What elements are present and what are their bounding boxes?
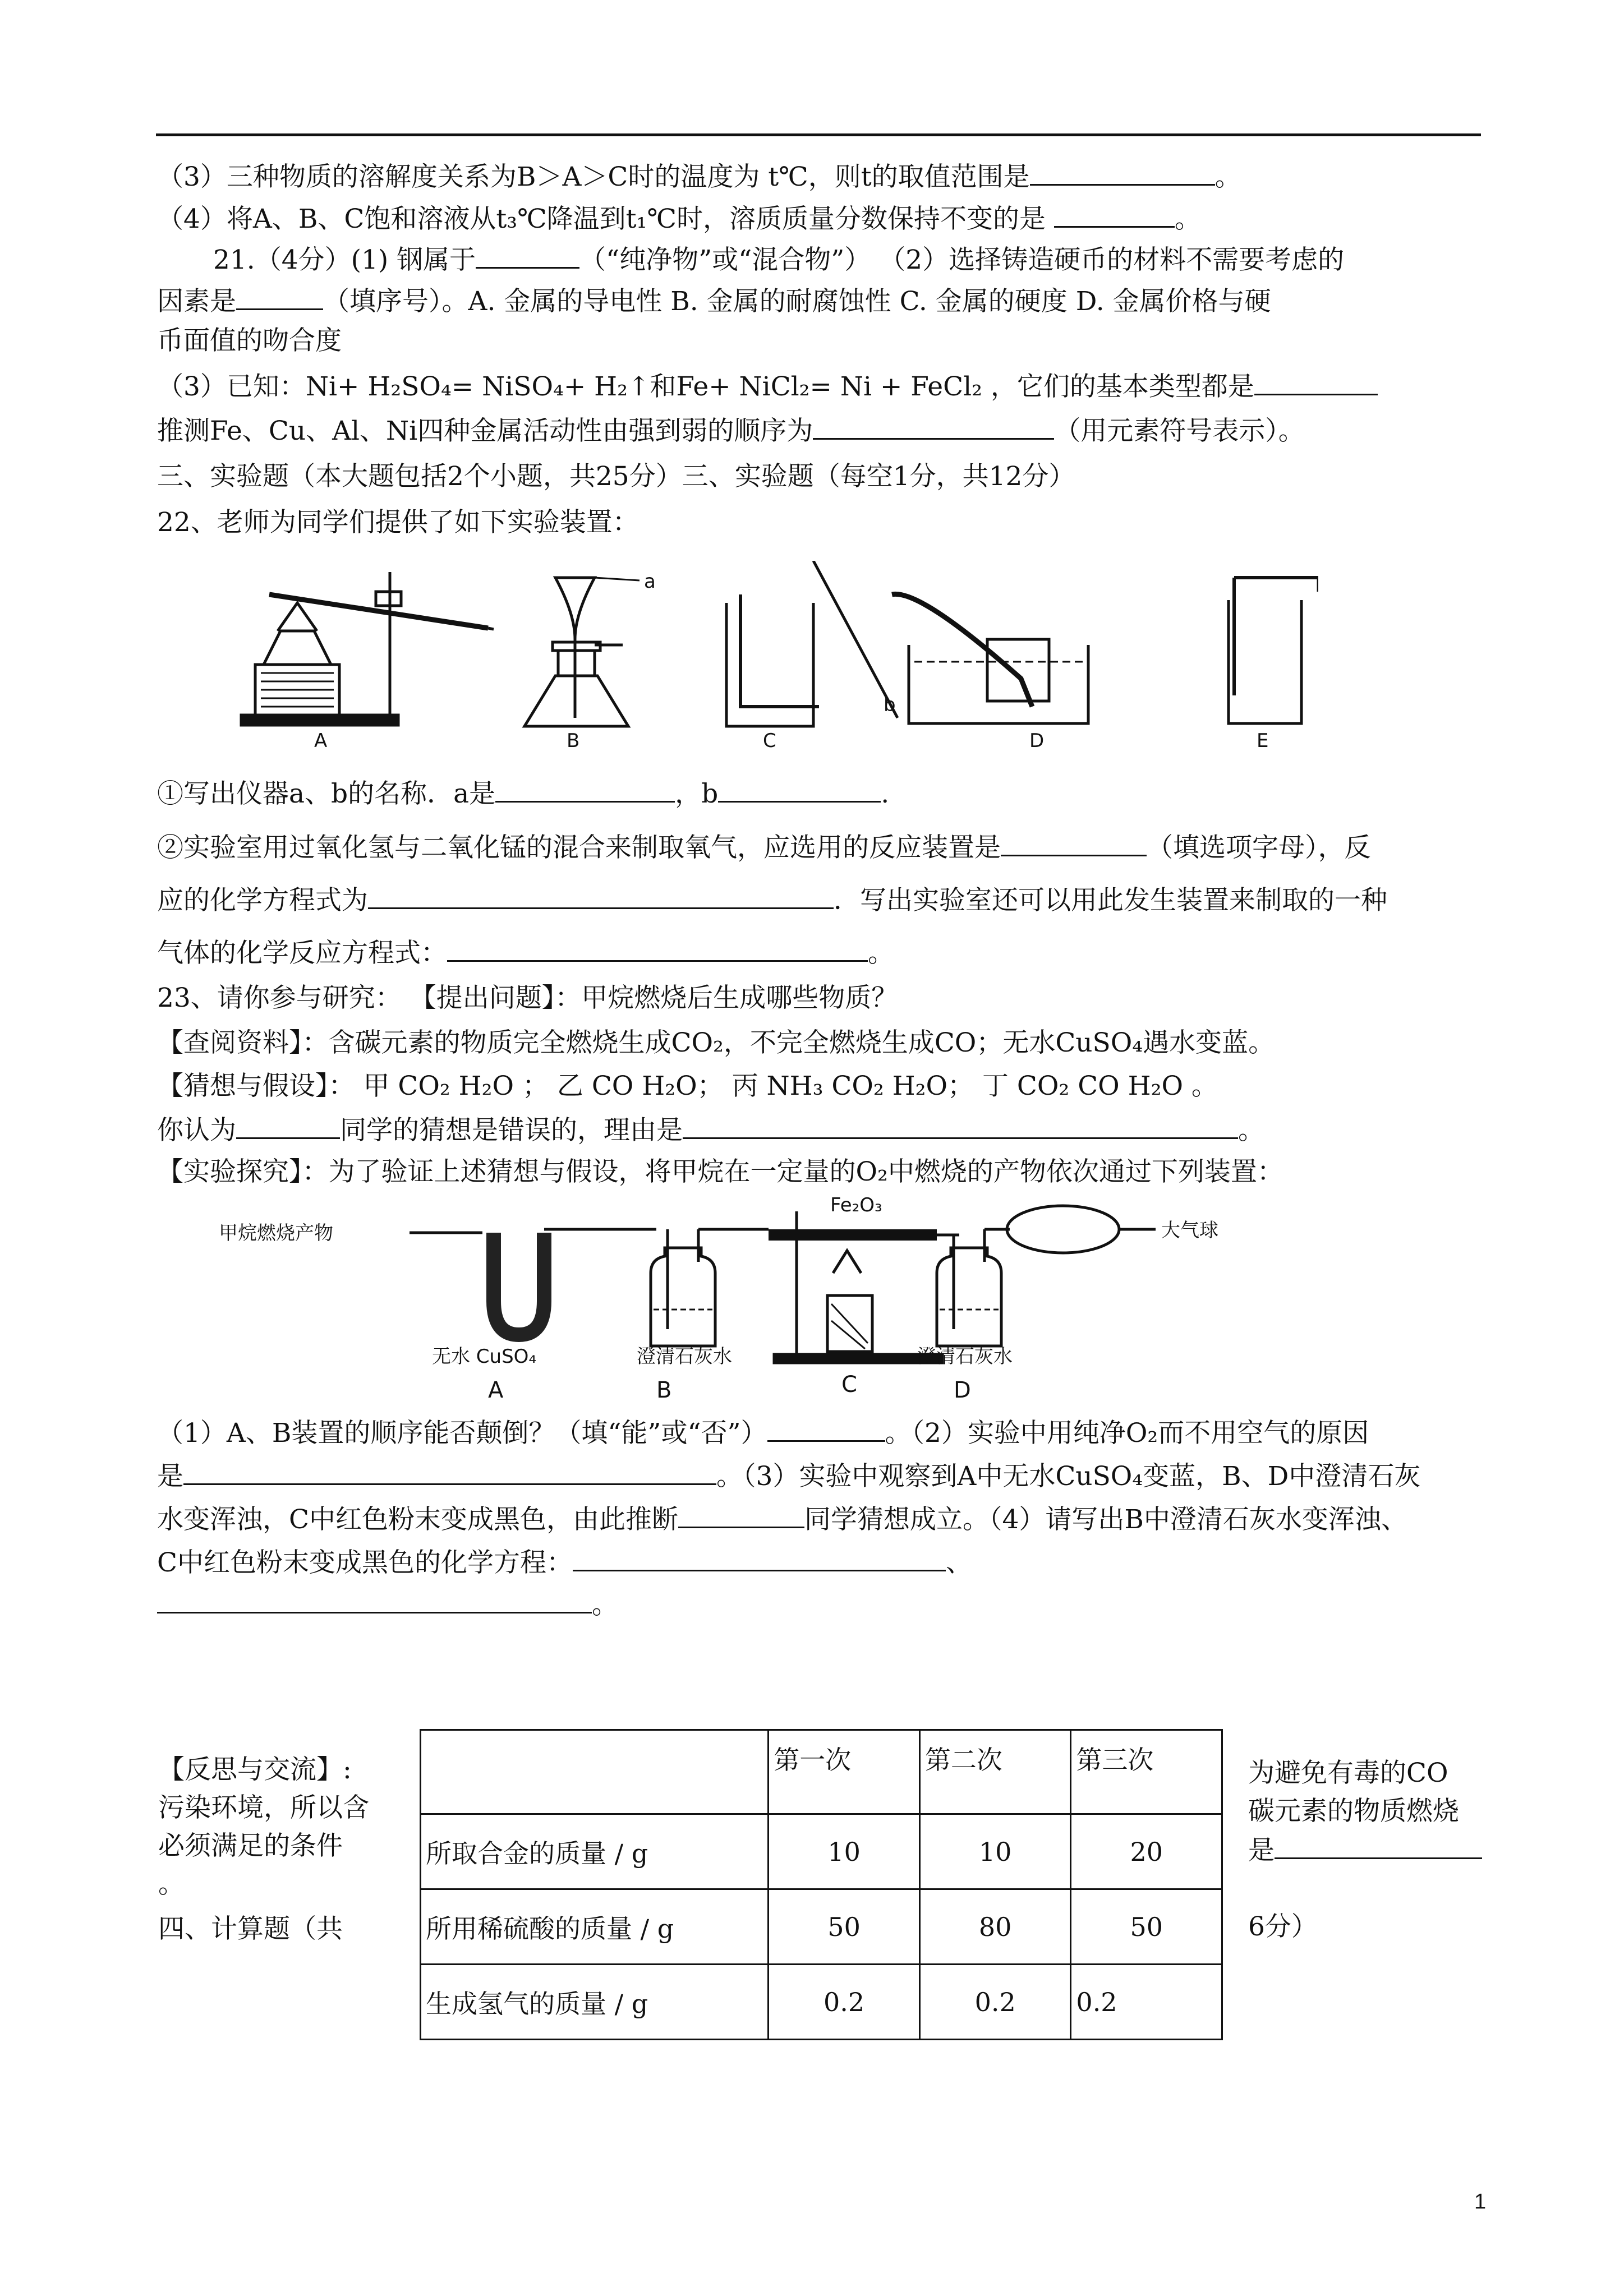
q23-question: 23、请你参与研究： 【提出问题】：甲烷燃烧后生成哪些物质？ [157, 983, 898, 1013]
table-header-row [421, 1730, 1222, 1814]
answer-blank[interactable] [1030, 157, 1215, 186]
fragment-line: 污染环境，所以含 [158, 1792, 369, 1823]
q22-intro: 22、老师为同学们提供了如下实验装置： [157, 507, 639, 538]
q23-part1: （1）A、B装置的顺序能否颠倒？（填“能”或“否”） 。（2）实验中用纯净O₂而不用空气的原因 [157, 1413, 1369, 1451]
answer-blank[interactable] [1275, 1831, 1482, 1859]
answer-blank[interactable] [183, 1456, 716, 1485]
q23-reference: 【查阅资料】：含碳元素的物质完全燃烧生成CO₂，不完全燃烧生成CO；无水CuSO₄遇水变蓝。 [157, 1027, 1275, 1058]
label-b: b [884, 694, 896, 716]
answer-blank[interactable] [718, 774, 881, 803]
table-header-cell: 第二次 [919, 1730, 1071, 1814]
answer-blank[interactable] [767, 1413, 885, 1442]
q21-line4: （3）已知：Ni+ H₂SO₄= NiSO₄+ H₂↑和Fe+ NiCl₂= Ni + FeCl₂ ，它们的基本类型都是 [157, 367, 1378, 405]
fig-limewater-d-label: 澄清石灰水 [917, 1345, 1013, 1368]
answer-blank[interactable] [678, 1500, 804, 1528]
fragment-line: 为避免有毒的CO [1248, 1758, 1448, 1788]
label-E: E [1257, 730, 1269, 751]
table-cell: 50 [769, 1889, 920, 1965]
page-number: 1 [1474, 2190, 1487, 2214]
fig-limewater-b-label: 澄清石灰水 [637, 1345, 732, 1368]
table-cell: 所取合金的质量 / g [421, 1814, 769, 1889]
answer-blank[interactable] [683, 1110, 1238, 1139]
answer-blank[interactable] [236, 1110, 340, 1139]
label-C: C [763, 730, 776, 751]
q23-experiment: 【实验探究】：为了验证上述猜想与假设，将甲烷在一定量的O₂中燃烧的产物依次通过下列装置： [157, 1156, 1283, 1187]
fragment-line: 四、计算题（共 [158, 1914, 343, 1944]
reflection-fragment [158, 1751, 369, 1948]
answer-blank[interactable] [813, 411, 1054, 440]
table-row [421, 1889, 1222, 1965]
q21-line5: 推测Fe、Cu、Al、Ni四种金属活动性由强到弱的顺序为 （用元素符号表示）。 [157, 411, 1305, 449]
q20-line4: （4）将A、B、C饱和溶液从t₃℃降温到t₁℃时，溶质质量分数保持不变的是 。 [157, 199, 1201, 237]
table-cell: 10 [919, 1814, 1071, 1889]
answer-blank[interactable] [157, 1585, 592, 1613]
fig-letter-D: D [954, 1377, 971, 1402]
table-cell: 0.2 [919, 1965, 1071, 2040]
label-B: B [567, 730, 580, 751]
table-row [421, 1814, 1222, 1889]
table-cell: 0.2 [769, 1965, 920, 2040]
answer-blank[interactable] [573, 1543, 946, 1571]
co-fragment [1248, 1754, 1482, 1946]
q22-part2: ②实验室用过氧化氢与二氧化锰的混合来制取氧气，应选用的反应装置是 （填选项字母），反 [157, 828, 1371, 866]
answer-blank[interactable] [1254, 367, 1378, 395]
table-cell: 50 [1071, 1889, 1222, 1965]
table-row [421, 1965, 1222, 2040]
q23-hypotheses: 【猜想与假设】： 甲 CO₂ H₂O ； 乙 CO H₂O； 丙 NH₃ CO₂ H₂O； 丁 CO₂ CO H₂O 。 [157, 1071, 1218, 1101]
header-rule [156, 133, 1481, 136]
table-cell: 20 [1071, 1814, 1222, 1889]
label-D: D [1029, 730, 1045, 751]
q23-part3: 水变浑浊，C中红色粉末变成黑色，由此推断 同学猜想成立。（4）请写出B中澄清石灰水变浑浊、 [157, 1500, 1407, 1538]
q21-line1: 21.（4分）(1) 钢属于 （“纯净物”或“混合物”） （2）选择铸造硬币的材料不需要考虑的 [213, 240, 1344, 278]
fig-balloon-label: 大气球 [1161, 1219, 1218, 1242]
table-header-cell: 第一次 [769, 1730, 920, 1814]
fig-cuso4-label: 无水 CuSO₄ [432, 1345, 537, 1368]
section-3-heading: 三、实验题（本大题包括2个小题，共25分）三、实验题（每空1分，共12分） [157, 461, 1075, 492]
answer-blank[interactable] [1054, 199, 1175, 228]
alloy-data-table [420, 1729, 1223, 2040]
table-cell: 80 [919, 1889, 1071, 1965]
table-cell: 所用稀硫酸的质量 / g [421, 1889, 769, 1965]
table-header-cell [421, 1730, 769, 1814]
q21-line2: 因素是 （填序号）。A. 金属的导电性 B. 金属的耐腐蚀性 C. 金属的硬度 D. 金属价格与硬 [157, 282, 1271, 320]
q23-judgement: 你认为 同学的猜想是错误的，理由是 。 [157, 1110, 1264, 1149]
q22-part2-eq: 应的化学方程式为 ．写出实验室还可以用此发生装置来制取的一种 [157, 880, 1387, 919]
fig-letter-C: C [841, 1372, 857, 1398]
fig-letter-B: B [656, 1377, 672, 1402]
fragment-line: 。 [158, 1869, 185, 1899]
fig-letter-A: A [488, 1377, 504, 1402]
fragment-spacer [1248, 1870, 1482, 1908]
combustion-test-apparatus [208, 1195, 1273, 1402]
q22-part1: ①写出仪器a、b的名称．a是 ，b . [157, 774, 889, 812]
answer-blank[interactable] [447, 933, 868, 962]
fragment-line: 【反思与交流】: [158, 1754, 352, 1785]
fragment-line: 是 [1248, 1831, 1482, 1870]
q21-line3: 币面值的吻合度 [157, 325, 342, 356]
fragment-line: 必须满足的条件 [158, 1831, 343, 1861]
q23-part2: 是 。（3）实验中观察到A中无水CuSO₄变蓝，B、D中澄清石灰 [157, 1456, 1420, 1495]
q23-part4: C中红色粉末变成黑色的化学方程： 、 [157, 1543, 972, 1581]
table-cell: 0.2 [1071, 1965, 1222, 2040]
label-A: A [314, 730, 328, 751]
answer-blank[interactable] [476, 240, 579, 269]
q23-part4-cont: 。 [157, 1585, 618, 1623]
answer-blank[interactable] [368, 880, 834, 909]
table-header-cell: 第三次 [1071, 1730, 1222, 1814]
answer-blank[interactable] [495, 774, 675, 803]
fig-fe2o3-label: Fe₂O₃ [830, 1195, 882, 1216]
fig-inlet-label: 甲烷燃烧产物 [219, 1222, 333, 1244]
q22-part2-eq2: 气体的化学反应方程式： 。 [157, 933, 894, 971]
lab-apparatus-figure [224, 561, 1318, 751]
fragment-line: 6分） [1248, 1911, 1318, 1942]
q20-line3: （3）三种物质的溶解度关系为B＞A＞C时的温度为 t℃，则t的取值范围是 。 [157, 157, 1241, 195]
answer-blank[interactable] [1001, 828, 1147, 856]
fragment-line: 碳元素的物质燃烧 [1248, 1796, 1459, 1827]
answer-blank[interactable] [236, 282, 323, 310]
label-a: a [644, 570, 656, 593]
table-cell: 10 [769, 1814, 920, 1889]
table-cell: 生成氢气的质量 / g [421, 1965, 769, 2040]
